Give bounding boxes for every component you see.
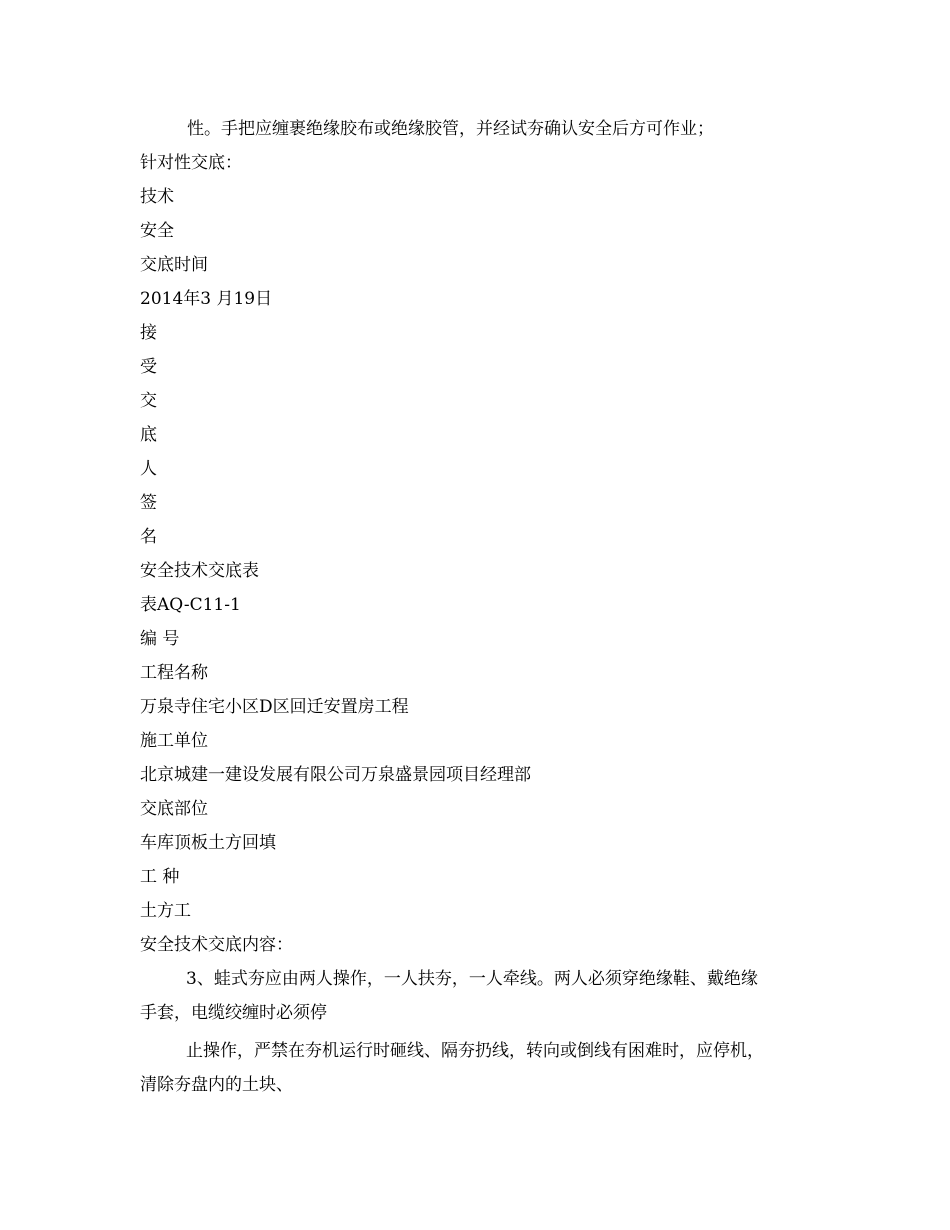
- section-heading: 安全技术交底内容：: [140, 935, 293, 955]
- date-line: 2014年3 月19日: [140, 289, 273, 309]
- field-value: 车库顶板土方回填: [140, 833, 276, 853]
- paragraph-line: 手套，电缆绞缠时必须停: [140, 1003, 327, 1023]
- field-label: 工程名称: [140, 663, 208, 683]
- text-line: 编 号: [140, 629, 180, 649]
- text-line: 受: [140, 357, 157, 377]
- field-label: 工 种: [140, 867, 180, 887]
- text-line: 名: [140, 527, 157, 547]
- field-value: 土方工: [140, 901, 191, 921]
- text-line: 底: [140, 425, 157, 445]
- paragraph-line: 清除夯盘内的土块、: [140, 1075, 293, 1095]
- text-line: 针对性交底：: [140, 153, 242, 173]
- field-label: 交底部位: [140, 799, 208, 819]
- field-label: 施工单位: [140, 731, 208, 751]
- paragraph-line: 止操作，严禁在夯机运行时砸线、隔夯扔线，转向或倒线有困难时，应停机，: [186, 1041, 764, 1061]
- text-line: 性。手把应缠裹绝缘胶布或绝缘胶管，并经试夯确认安全后方可作业；: [187, 119, 714, 139]
- text-line: 安全: [140, 221, 174, 241]
- document-page: [140, 112, 840, 1102]
- form-code: 表AQ-C11-1: [140, 595, 241, 615]
- text-line: 人: [140, 459, 157, 479]
- text-line: 接: [140, 323, 157, 343]
- text-line: 交: [140, 391, 157, 411]
- text-line: 交底时间: [140, 255, 208, 275]
- field-value: 北京城建一建设发展有限公司万泉盛景园项目经理部: [140, 765, 531, 785]
- text-line: 签: [140, 493, 157, 513]
- paragraph-line: 3、蛙式夯应由两人操作，一人扶夯，一人牵线。两人必须穿绝缘鞋、戴绝缘: [186, 969, 758, 989]
- form-title: 安全技术交底表: [140, 561, 259, 581]
- text-line: 技术: [140, 187, 174, 207]
- field-value: 万泉寺住宅小区D区回迁安置房工程: [140, 697, 409, 717]
